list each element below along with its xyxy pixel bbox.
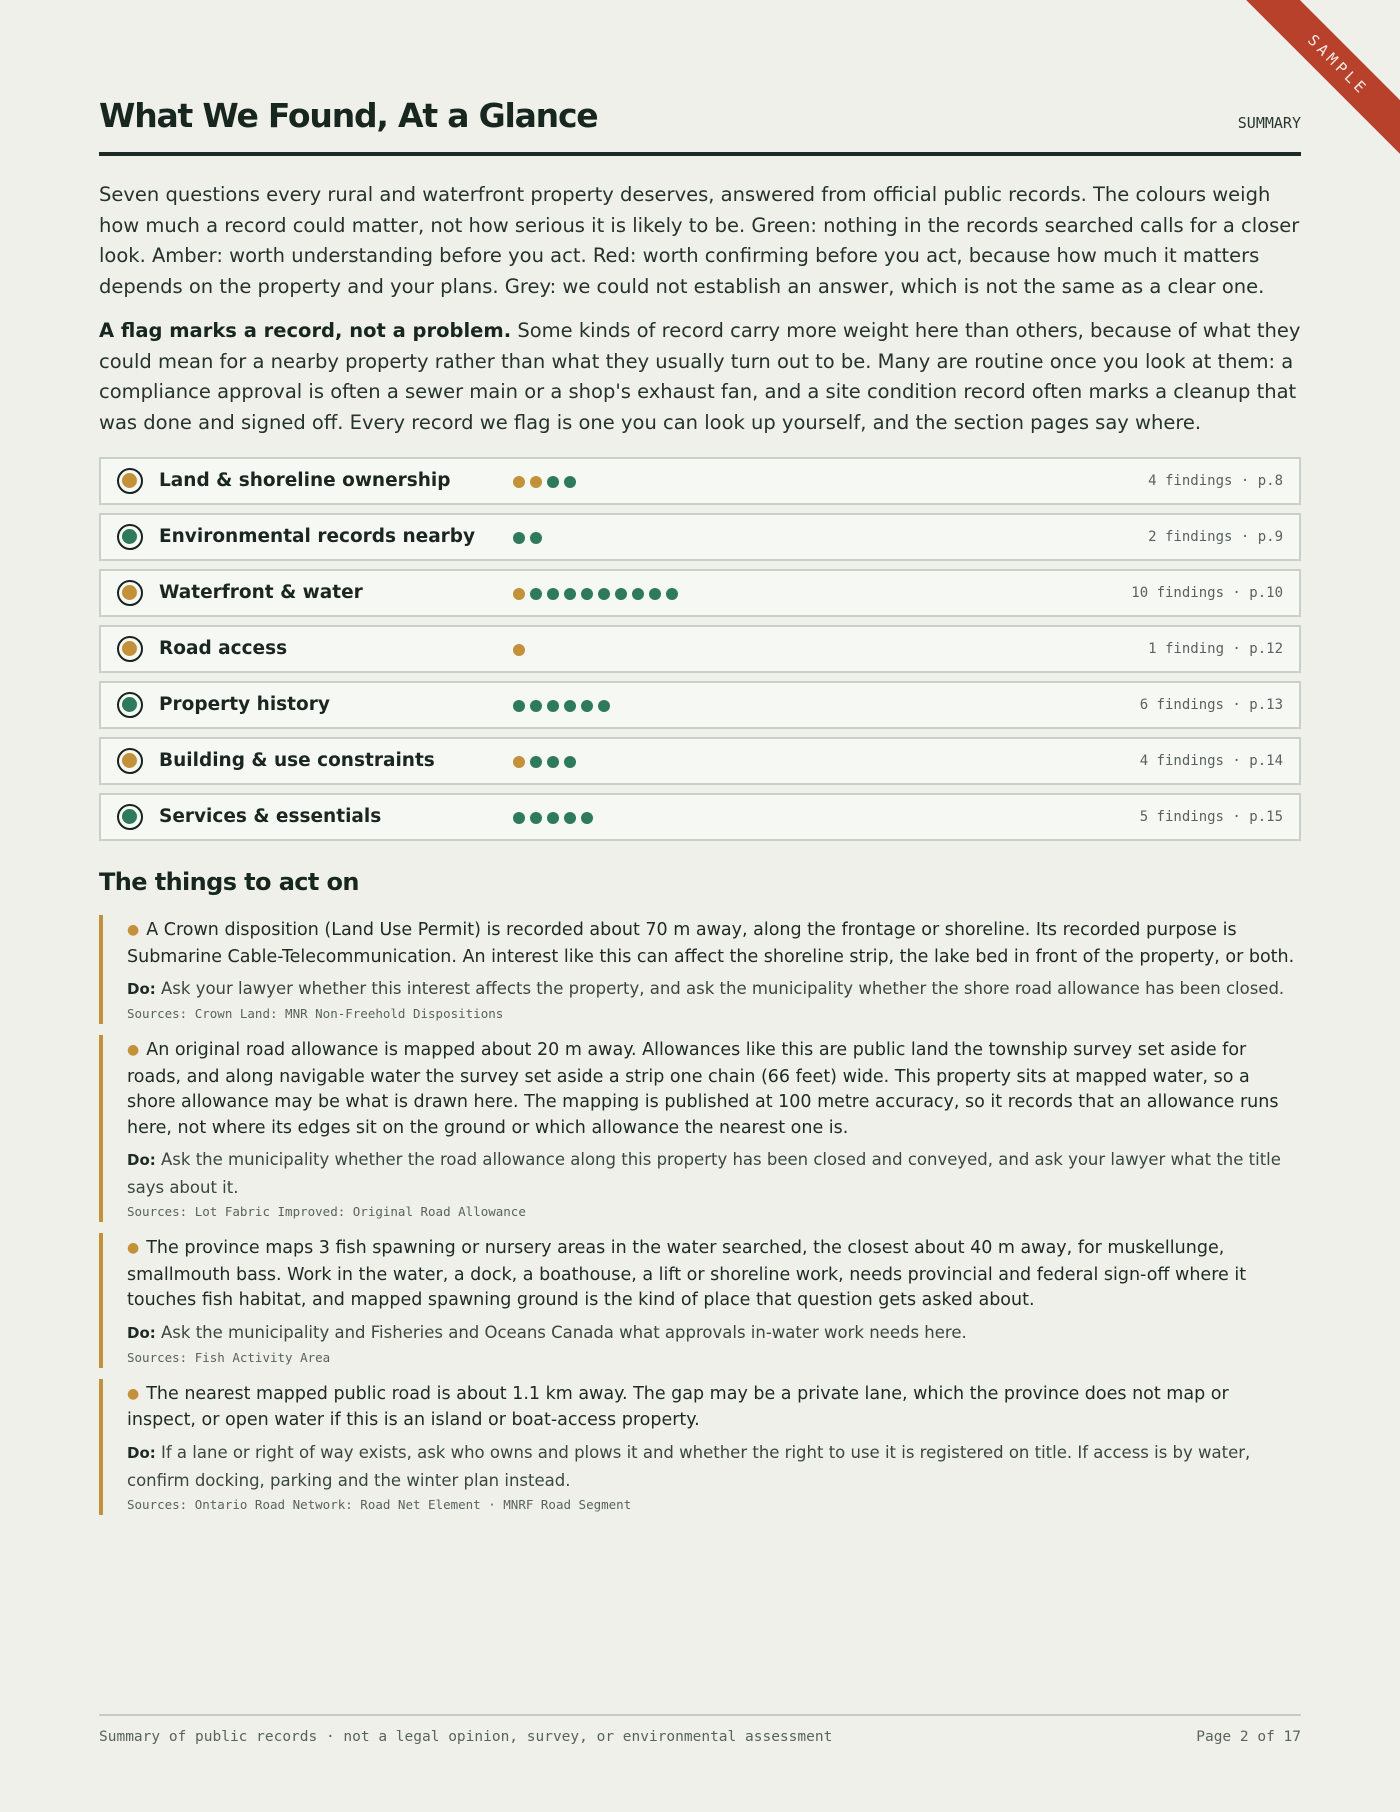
summary-row-label: Land & shoreline ownership <box>159 470 451 491</box>
status-amber-icon <box>117 748 143 774</box>
finding-amber-dot <box>513 756 525 768</box>
summary-row-label: Services & essentials <box>159 806 382 827</box>
action-text <box>127 1038 1301 1141</box>
action-text <box>127 1382 1301 1434</box>
findings-dots <box>513 812 593 824</box>
finding-green-dot <box>598 588 610 600</box>
action-item <box>99 1379 1301 1515</box>
finding-green-dot <box>530 700 542 712</box>
action-description: The nearest mapped public road is about 1.1 km away. The gap may be a private lane, which the province does not map or inspect, or open water if this is an island or boat-access property. <box>127 1383 1229 1430</box>
summary-row-meta: 4 findings · p.8 <box>1148 473 1283 489</box>
status-amber-icon <box>117 468 143 494</box>
finding-green-dot <box>666 588 678 600</box>
action-do-text: Ask your lawyer whether this interest affects the property, and ask the municipality whether the shore road allowance has been closed. <box>155 979 1285 998</box>
action-do-text: Ask the municipality and Fisheries and Oceans Canada what approvals in-water work needs here. <box>155 1322 967 1342</box>
summary-row-meta: 6 findings · p.13 <box>1139 697 1283 713</box>
finding-amber-dot <box>513 588 525 600</box>
finding-green-dot <box>632 588 644 600</box>
footer-rule <box>99 1714 1301 1716</box>
action-do-text: If a lane or right of way exists, ask who owns and plows it and whether the right to use it is registered on title. If access is by water, confirm docking, parking and the winter plan instead. <box>127 1442 1251 1490</box>
finding-green-dot <box>615 588 627 600</box>
findings-dots <box>513 588 678 600</box>
action-do-label: Do: <box>127 1323 156 1342</box>
finding-green-dot <box>547 588 559 600</box>
finding-green-dot <box>581 588 593 600</box>
summary-row[interactable] <box>99 457 1301 505</box>
summary-row-label: Waterfront & water <box>159 582 363 603</box>
page-header <box>99 96 1301 156</box>
finding-green-dot <box>513 700 525 712</box>
finding-green-dot <box>564 700 576 712</box>
status-amber-icon <box>117 580 143 606</box>
bullet-dot-icon: ● <box>127 1385 140 1402</box>
finding-amber-dot <box>513 644 525 656</box>
finding-green-dot <box>513 532 525 544</box>
action-description: An original road allowance is mapped about 20 m away. Allowances like this are public land the township survey set aside for roads, and along navigable water the survey set aside a strip one chain (66 feet) wide. This property sits at mapped water, so a shore allowance may be what is drawn here. The mapping is published at 100 metre accuracy, so it records that an allowance runs here, not where its edges sit on the ground or which allowance the nearest one is. <box>127 1040 1279 1138</box>
action-description: A Crown disposition (Land Use Permit) is recorded about 70 m away, along the frontage or shoreline. Its recorded purpose is Submarine Cable-Telecommunication. An interest like this can affect the shoreline strip, the lake bed in front of the property, or both. <box>127 920 1295 967</box>
finding-green-dot <box>649 588 661 600</box>
finding-green-dot <box>564 588 576 600</box>
summary-row-label: Property history <box>159 694 330 715</box>
bullet-dot-icon: ● <box>127 922 140 938</box>
findings-dots <box>513 700 610 712</box>
actions-heading: The things to act on <box>99 868 359 896</box>
finding-green-dot <box>513 812 525 824</box>
page <box>99 0 1301 1812</box>
summary-row-label: Environmental records nearby <box>159 526 476 547</box>
action-sources: Sources: Fish Activity Area <box>127 1349 331 1365</box>
action-do-label: Do: <box>127 1443 156 1462</box>
flag-paragraph-body: Some kinds of record carry more weight here than others, because of what they could mean for a nearby property rather than what they usually turn out to be. Many are routine once you look at them: a compliance approval is often a sewer main or a shop's exhaust fan, and a site condition record often marks a cleanup that was done and signed off. Every record we flag is one you can look up yourself, and the section pages say where. <box>99 319 1301 434</box>
finding-green-dot <box>564 476 576 488</box>
intro-paragraph: Seven questions every rural and waterfront property deserves, answered from official public records. The colours weigh how much a record could matter, not how serious it is likely to be. Green: nothing in the records searched calls for a closer look. Amber: worth understanding before you act. Red: worth confirming before you act, because how much it matters depends on the property and your plans. Grey: we could not establish an answer, which is not the same as a clear one. <box>99 183 1300 298</box>
summary-row-label: Road access <box>159 638 288 659</box>
summary-row-meta: 4 findings · p.14 <box>1139 753 1283 769</box>
finding-green-dot <box>530 756 542 768</box>
action-do-label: Do: <box>127 1151 156 1169</box>
summary-row[interactable] <box>99 737 1301 785</box>
summary-row-meta: 5 findings · p.15 <box>1139 809 1283 825</box>
footer-disclaimer: Summary of public records · not a legal opinion, survey, or environmental assessment <box>99 1729 833 1745</box>
summary-row[interactable] <box>99 569 1301 617</box>
finding-green-dot <box>547 700 559 712</box>
status-green-icon <box>117 804 143 830</box>
flag-paragraph-lead: A flag marks a record, not a problem. <box>99 319 512 342</box>
summary-row[interactable] <box>99 681 1301 729</box>
action-sources: Sources: Ontario Road Network: Road Net Element · MNRF Road Segment <box>127 1496 632 1512</box>
action-sources: Sources: Lot Fabric Improved: Original Road Allowance <box>127 1204 526 1219</box>
finding-green-dot <box>530 532 542 544</box>
status-amber-icon <box>117 636 143 662</box>
sample-ribbon-label: SAMPLE <box>1233 0 1400 170</box>
status-green-icon <box>117 524 143 550</box>
summary-table <box>99 457 1301 849</box>
summary-row[interactable] <box>99 793 1301 841</box>
summary-row-meta: 2 findings · p.9 <box>1148 529 1283 545</box>
finding-green-dot <box>547 756 559 768</box>
action-do <box>127 1146 1301 1201</box>
finding-green-dot <box>547 812 559 824</box>
findings-dots <box>513 644 525 656</box>
action-text <box>127 918 1301 970</box>
finding-amber-dot <box>513 476 525 488</box>
action-item <box>99 1233 1301 1368</box>
header-rule <box>99 152 1301 156</box>
finding-green-dot <box>598 700 610 712</box>
summary-row[interactable] <box>99 625 1301 673</box>
finding-green-dot <box>547 476 559 488</box>
action-do-text: Ask the municipality whether the road allowance along this property has been closed and conveyed, and ask your lawyer what the title says about it. <box>127 1150 1281 1197</box>
bullet-dot-icon: ● <box>127 1042 140 1058</box>
finding-green-dot <box>564 756 576 768</box>
action-description: The province maps 3 fish spawning or nursery areas in the water searched, the closest about 40 m away, for muskellunge, smallmouth bass. Work in the water, a dock, a boathouse, a lift or shoreline work, needs provincial and federal sign-off where it touches fish habitat, and mapped spawning ground is the kind of place that question gets asked about. <box>127 1238 1247 1310</box>
action-sources: Sources: Crown Land: MNR Non-Freehold Dispositions <box>127 1006 504 1021</box>
action-do <box>127 975 1301 1003</box>
action-do <box>127 1439 1301 1494</box>
finding-green-dot <box>564 812 576 824</box>
finding-green-dot <box>581 812 593 824</box>
flag-paragraph <box>99 316 1301 438</box>
page-number: Page 2 of 17 <box>1196 1729 1301 1745</box>
summary-row[interactable] <box>99 513 1301 561</box>
section-label: SUMMARY <box>1237 114 1301 132</box>
findings-dots <box>513 476 576 488</box>
summary-row-meta: 1 finding · p.12 <box>1148 641 1283 657</box>
finding-amber-dot <box>530 476 542 488</box>
findings-dots <box>513 532 542 544</box>
finding-green-dot <box>530 588 542 600</box>
action-do <box>127 1319 1301 1347</box>
page-title: What We Found, At a Glance <box>99 96 598 135</box>
finding-green-dot <box>581 700 593 712</box>
action-text <box>127 1236 1301 1314</box>
summary-row-label: Building & use constraints <box>159 750 435 771</box>
action-item <box>99 1035 1301 1222</box>
summary-row-meta: 10 findings · p.10 <box>1131 585 1283 601</box>
status-green-icon <box>117 692 143 718</box>
bullet-dot-icon: ● <box>127 1240 140 1256</box>
finding-green-dot <box>530 812 542 824</box>
action-item <box>99 915 1301 1024</box>
actions-list <box>99 915 1301 1526</box>
findings-dots <box>513 756 576 768</box>
action-do-label: Do: <box>127 980 156 998</box>
